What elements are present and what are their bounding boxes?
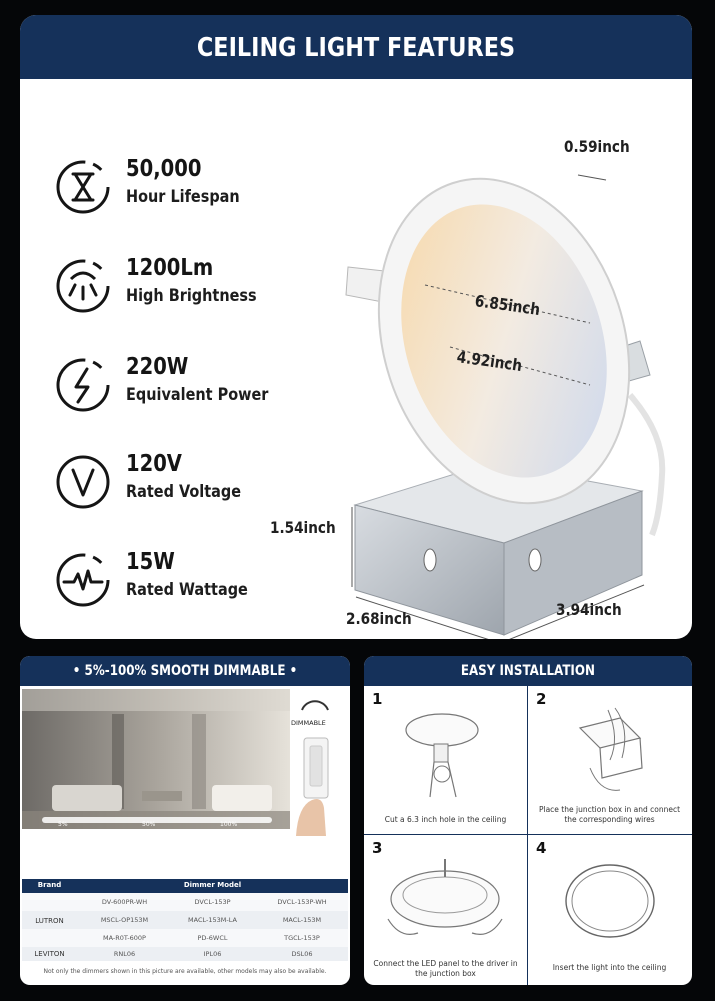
model-cell: MACL-153M-LA bbox=[188, 916, 237, 924]
install-step-1 bbox=[366, 688, 525, 833]
living-room-photo bbox=[22, 689, 290, 829]
junction-box-wiring-illustration bbox=[560, 698, 660, 798]
voltage-icon bbox=[54, 453, 112, 511]
model-cell: IPL06 bbox=[203, 950, 222, 958]
model-cell: MSCL-OP153M bbox=[100, 916, 149, 924]
dimmer-compat-table bbox=[22, 879, 348, 985]
scale-max: 100% bbox=[220, 821, 238, 828]
hourglass-icon bbox=[54, 158, 112, 216]
scale-mid: 50% bbox=[142, 821, 156, 828]
installation-header bbox=[364, 656, 692, 686]
install-step-4 bbox=[530, 837, 689, 982]
dim-inner-diameter: 4.92inch bbox=[455, 347, 524, 376]
step-number: 4 bbox=[536, 839, 547, 857]
dimmer-switch-illustration bbox=[288, 696, 340, 836]
brand-cell: LUTRON bbox=[35, 917, 64, 925]
dimmable-panel bbox=[20, 656, 350, 985]
model-cell: MA-R0T-600P bbox=[103, 934, 146, 942]
feature-value: 1200Lm bbox=[126, 255, 214, 281]
install-step-3 bbox=[366, 837, 525, 982]
dimmable-switch-label: DIMMABLE bbox=[291, 719, 326, 727]
step-caption: Place the junction box in and connect the corresponding wires bbox=[538, 805, 681, 824]
table-note: Not only the dimmers shown in this picture are available, other models may also be available. bbox=[43, 968, 327, 975]
dim-box-depth: 2.68inch bbox=[346, 609, 412, 628]
brand-header: Brand bbox=[37, 881, 62, 889]
model-cell: DVCL-153P-WH bbox=[277, 898, 327, 906]
finger-icon bbox=[296, 799, 326, 836]
downlight-illustration bbox=[270, 135, 690, 639]
installation-panel bbox=[364, 656, 692, 985]
feature-label: Hour Lifespan bbox=[126, 187, 240, 207]
features-panel bbox=[20, 15, 692, 639]
model-header: Dimmer Model bbox=[183, 881, 242, 889]
features-title: CEILING LIGHT FEATURES bbox=[196, 33, 516, 63]
model-cell: DVCL-153P bbox=[194, 898, 231, 906]
dimmable-title: • 5%-100% SMOOTH DIMMABLE • bbox=[72, 663, 298, 679]
model-cell: DSL06 bbox=[291, 950, 313, 958]
dimming-slider bbox=[42, 817, 272, 823]
brightness-icon bbox=[54, 257, 112, 315]
step-caption: Insert the light into the ceiling bbox=[552, 963, 667, 972]
model-cell: RNL06 bbox=[113, 950, 136, 958]
dimmable-header bbox=[20, 656, 350, 686]
dim-box-width: 3.94inch bbox=[556, 600, 622, 619]
feature-label: Equivalent Power bbox=[126, 385, 269, 405]
feature-label: Rated Voltage bbox=[126, 482, 242, 502]
step-number: 1 bbox=[372, 690, 383, 708]
step-number: 2 bbox=[536, 690, 547, 708]
scale-min: 5% bbox=[58, 821, 68, 828]
features-header bbox=[20, 15, 692, 79]
dim-outer-diameter: 6.85inch bbox=[473, 291, 542, 320]
dim-box-height: 1.54inch bbox=[270, 518, 336, 537]
dimmable-arc-icon bbox=[302, 701, 328, 710]
installed-light-illustration bbox=[560, 859, 660, 949]
grid-divider-h bbox=[364, 834, 692, 835]
feature-label: Rated Wattage bbox=[126, 580, 248, 600]
feature-value: 15W bbox=[126, 549, 175, 575]
install-step-2 bbox=[530, 688, 689, 833]
model-cell: PD-6WCL bbox=[197, 934, 228, 942]
feature-label: High Brightness bbox=[126, 286, 257, 306]
feature-value: 120V bbox=[126, 451, 182, 477]
lightning-icon bbox=[54, 356, 112, 414]
dim-thickness: 0.59inch bbox=[564, 137, 630, 156]
model-cell: TGCL-153P bbox=[284, 934, 320, 942]
feature-value: 50,000 bbox=[126, 156, 202, 182]
step-caption: Connect the LED panel to the driver in the junction box bbox=[373, 959, 518, 978]
ceiling-hole-illustration bbox=[394, 702, 494, 802]
model-cell: DV-600PR-WH bbox=[101, 898, 148, 906]
installation-title: EASY INSTALLATION bbox=[460, 663, 596, 679]
thickness-line bbox=[578, 175, 606, 180]
grid-divider-v bbox=[527, 686, 528, 985]
connect-driver-illustration bbox=[380, 849, 510, 957]
brand-cell: LEVITON bbox=[34, 950, 65, 958]
step-number: 3 bbox=[372, 839, 383, 857]
step-caption: Cut a 6.3 inch hole in the ceiling bbox=[384, 815, 507, 824]
model-cell: MACL-153M bbox=[282, 916, 322, 924]
feature-value: 220W bbox=[126, 354, 189, 380]
pulse-icon bbox=[54, 551, 112, 609]
